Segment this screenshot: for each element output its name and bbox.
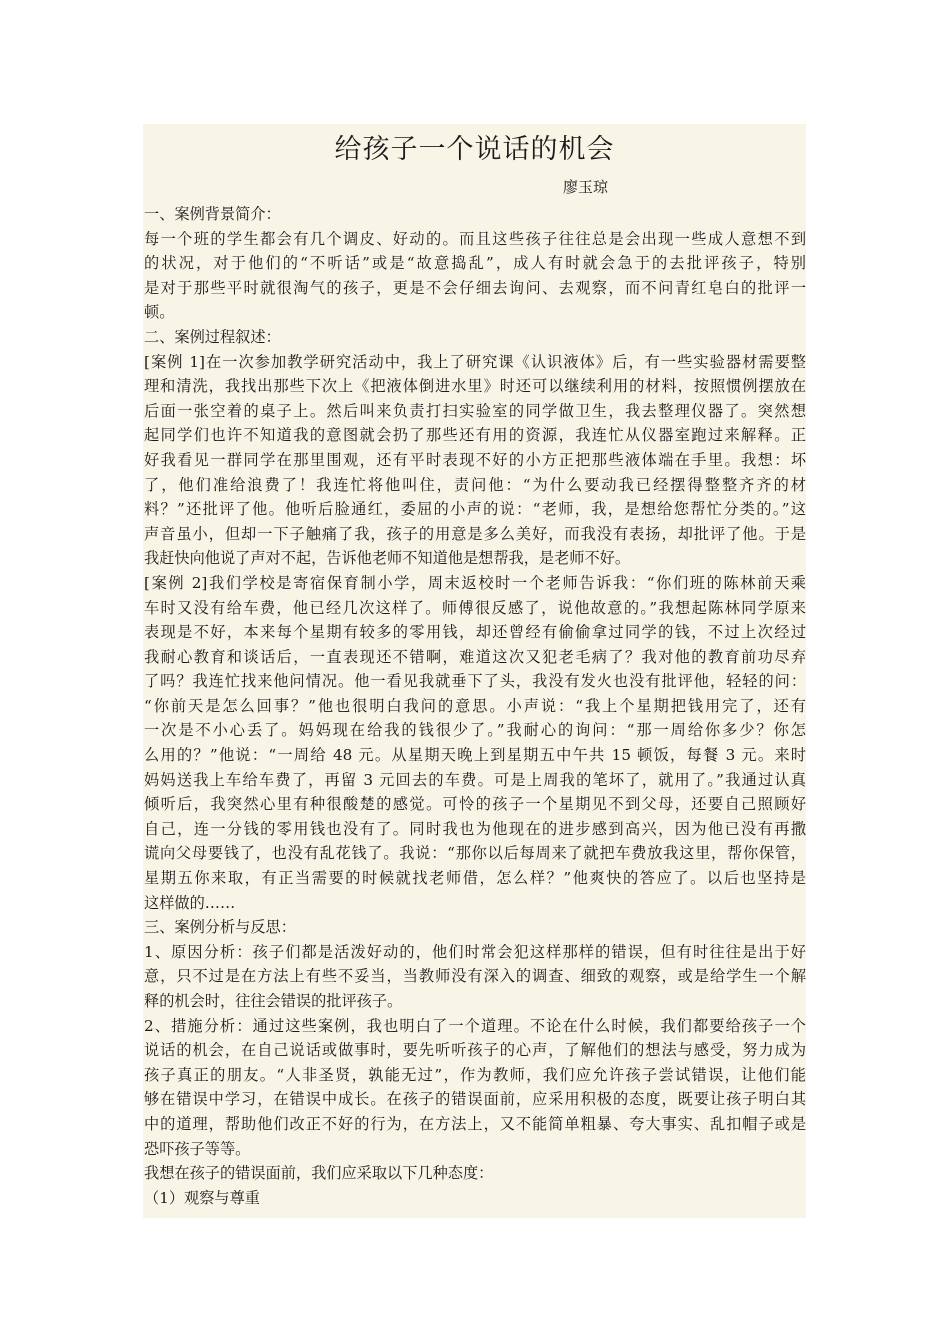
text-line: 了吗？我连忙找来他问情况。他一看见我就垂下了头，我没有发火也没有批评他，轻轻的问： (144, 672, 806, 691)
text-line: （1）观察与尊重 (144, 1188, 260, 1207)
text-line: [案例 1]在一次参加教学研究活动中，我上了研究课《认识液体》后，有一些实验器材需要整 (144, 352, 806, 371)
document-title: 给孩子一个说话的机会 (334, 134, 615, 165)
text-line: 我耐心教育和谈话后，一直表现还不错啊，难道这次又犯老毛病了？我对他的教育前功尽弃 (144, 647, 806, 666)
document-body (144, 202, 806, 1210)
text-line: 一、案例背景简介： (144, 205, 281, 223)
text-line: 了，他们准给浪费了！我连忙将他叫住，责问他：“为什么要动我已经摆得整整齐齐的材 (144, 475, 806, 494)
text-line: 是对于那些平时就很淘气的孩子，更是不会仔细去询问、去观察，而不问青红皂白的批评一 (144, 278, 806, 297)
text-line: 2、措施分析：通过这些案例，我也明白了一个道理。不论在什么时候，我们都要给孩子一个 (144, 1016, 806, 1035)
text-line: 一次是不小心丢了。妈妈现在给我的钱很少了。”我耐心的询问：“那一周给你多少？你怎 (144, 721, 806, 740)
text-line: 倾听后，我突然心里有种很酸楚的感觉。可怜的孩子一个星期见不到父母，还要自己照顾好 (144, 795, 806, 814)
text-line: 表现是不好，本来每个星期有较多的零用钱，却还曾经有偷偷拿过同学的钱，不过上次经过 (144, 623, 806, 642)
text-line: 谎向父母要钱了，也没有乱花钱了。我说：“那你以后每周来了就把车费放我这里，帮你保管， (144, 844, 806, 863)
text-line: 中的道理，帮助他们改正不好的行为，在方法上，又不能简单粗暴、夸大事实、乱扣帽子或是 (144, 1114, 806, 1133)
text-line: 星期五你来取，有正当需要的时候就找老师借，怎么样？”他爽快的答应了。以后也坚持是 (144, 869, 806, 888)
text-line: 起同学们也许不知道我的意图就会扔了那些还有用的资源，我连忙从仪器室跑过来解释。正 (144, 426, 806, 445)
text-line: 料？”还批评了他。他听后脸通红，委屈的小声的说：“老师，我，是想给您帮忙分类的。”这 (144, 500, 806, 519)
text-line: 自己，连一分钱的零用钱也没有了。同时我也为他现在的进步感到高兴，因为他已没有再撒 (144, 819, 806, 838)
text-line: 二、案例过程叙述： (144, 327, 281, 346)
text-line: 意，只不过是在方法上有些不妥当，当教师没有深入的调查、细致的观察，或是给学生一个解 (144, 967, 806, 986)
text-line: 我赶快向他说了声对不起，告诉他老师不知道他是想帮我，是老师不好。 (144, 549, 630, 568)
text-line: 的状况，对于他们的“不听话”或是“故意捣乱”，成人有时就会急于的去批评孩子，特别 (144, 254, 806, 273)
text-line: 么用的？”他说：“一周给 48 元。从星期天晚上到星期五中午共 15 顿饭，每餐 3 元。来时 (144, 746, 806, 765)
author-name: 廖玉琼 (563, 178, 609, 196)
text-line: 后面一张空着的桌子上。然后叫来负责打扫实验室的同学做卫生，我去整理仪器了。突然想 (144, 401, 806, 420)
text-line: 三、案例分析与反思： (144, 918, 296, 937)
text-line: 车时又没有给车费，他已经几次这样了。师傅很反感了，说他故意的。”我想起陈林同学原来 (144, 598, 806, 617)
text-line: 理和清洗，我找出那些下次上《把液体倒进水里》时还可以继续利用的材料，按照惯例摆放在 (144, 377, 806, 396)
text-line: 1、原因分析：孩子们都是活泼好动的，他们时常会犯这样那样的错误，但有时往往是出于好 (144, 942, 806, 961)
text-line: 妈妈送我上车给车费了，再留 3 元回去的车费。可是上周我的笔坏了，就用了。”我通过认真 (144, 770, 806, 789)
text-line: 释的机会时，往往会错误的批评孩子。 (144, 992, 403, 1010)
text-line: [案例 2]我们学校是寄宿保育制小学，周末返校时一个老师告诉我：“你们班的陈林前天乘 (144, 573, 806, 592)
text-line: 说话的机会，在自己说话或做事时，要先听听孩子的心声，了解他们的想法与感受，努力成为 (144, 1041, 806, 1060)
text-line: 好我看见一群同学在那里围观，还有平时表现不好的小方正把那些液体端在手里。我想：坏 (144, 450, 806, 469)
text-line: 这样做的…… (144, 893, 236, 912)
text-line: 声音虽小，但却一下子触痛了我，孩子的用意是多么美好，而我没有表扬，却批评了他。于是 (144, 524, 806, 543)
text-line: 够在错误中学习，在错误中成长。在孩子的错误面前，应采用积极的态度，既要让孩子明白其 (144, 1090, 806, 1109)
text-line: 孩子真正的朋友。“人非圣贤，孰能无过”，作为教师，我们应允许孩子尝试错误，让他们能 (144, 1065, 806, 1084)
text-line: 顿。 (144, 303, 175, 322)
text-line: 我想在孩子的错误面前，我们应采取以下几种态度： (144, 1164, 494, 1183)
text-line: 恐吓孩子等等。 (144, 1139, 251, 1158)
text-line: “你前天是怎么回事？”他也很明白我问的意思。小声说：“我上个星期把钱用完了，还有 (144, 696, 806, 715)
text-line: 每一个班的学生都会有几个调皮、好动的。而且这些孩子往往总是会出现一些成人意想不到 (144, 229, 806, 248)
